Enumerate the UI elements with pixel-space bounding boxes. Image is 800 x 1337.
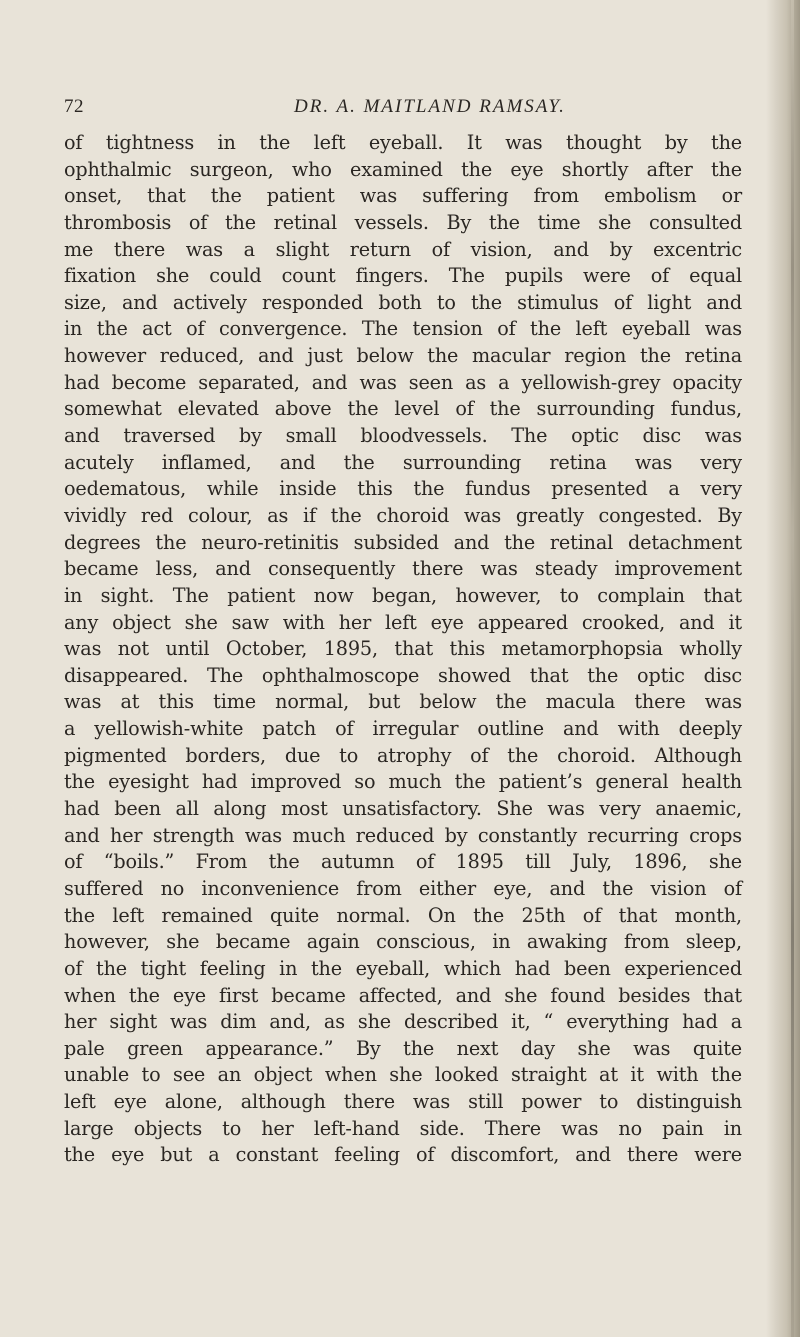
- text-line: her sight was dim and, as she described it, “ everything had a: [64, 1010, 742, 1034]
- text-line: any object she saw with her left eye appeared crooked, and it: [64, 610, 742, 634]
- text-line: me there was a slight return of vision, and by excentric: [64, 237, 742, 261]
- text-line: oedematous, while inside this the fundus presented a very: [64, 477, 742, 501]
- text-line: had been all along most unsatisfactory. She was very anaemic,: [64, 797, 742, 821]
- text-line: acutely inflamed, and the surrounding retina was very: [64, 450, 742, 474]
- text-line: fixation she could count fingers. The pupils were of equal: [64, 264, 742, 288]
- text-line: large objects to her left-hand side. There was no pain in: [64, 1116, 742, 1140]
- text-line: of tightness in the left eyeball. It was thought by the: [64, 131, 742, 154]
- text-line: the left remained quite normal. On the 25th of that month,: [64, 903, 742, 927]
- text-line: size, and actively responded both to the stimulus of light and: [64, 290, 742, 314]
- text-line: onset, that the patient was suffering from embolism or: [64, 184, 742, 208]
- text-line: however reduced, and just below the macular region the retina: [64, 344, 742, 368]
- text-line: vividly red colour, as if the choroid was greatly congested. By: [64, 503, 742, 527]
- text-line: suffered no inconvenience from either eye, and the vision of: [64, 876, 742, 900]
- page-number: 72: [64, 96, 84, 117]
- text-line: in sight. The patient now began, however, to complain that: [64, 583, 742, 607]
- text-line: and traversed by small bloodvessels. The optic disc was: [64, 424, 742, 448]
- text-line: of “boils.” From the autumn of 1895 till July, 1896, she: [64, 850, 742, 874]
- text-line: degrees the neuro-retinitis subsided and the retinal detachment: [64, 530, 742, 554]
- text-line: was not until October, 1895, that this metamorphopsia wholly: [64, 637, 742, 661]
- text-line: of the tight feeling in the eyeball, which had been experienced: [64, 956, 742, 980]
- text-line: thrombosis of the retinal vessels. By the time she consulted: [64, 210, 742, 234]
- text-line: however, she became again conscious, in awaking from sleep,: [64, 930, 742, 954]
- text-line: became less, and consequently there was steady improvement: [64, 557, 742, 581]
- running-head: DR. A. MAITLAND RAMSAY.: [294, 96, 566, 117]
- text-line: and her strength was much reduced by constantly recurring crops: [64, 823, 742, 847]
- text-line: was at this time normal, but below the macula there was: [64, 690, 742, 714]
- text-line: unable to see an object when she looked straight at it with the: [64, 1063, 742, 1087]
- text-line: pigmented borders, due to atrophy of the choroid. Although: [64, 743, 742, 767]
- text-line: had become separated, and was seen as a yellowish-grey opacity: [64, 370, 742, 394]
- text-line: in the act of convergence. The tension of the left eyeball was: [64, 317, 742, 341]
- text-line: left eye alone, although there was still power to distinguish: [64, 1090, 742, 1114]
- page-header: [64, 96, 744, 124]
- text-line: when the eye first became affected, and she found besides that: [64, 983, 742, 1007]
- page-spine-edge: [791, 0, 794, 1337]
- text-line: pale green appearance.” By the next day she was quite: [64, 1036, 742, 1060]
- text-line: ophthalmic surgeon, who examined the eye shortly after the: [64, 157, 742, 181]
- text-line: the eyesight had improved so much the patient’s general health: [64, 770, 742, 794]
- text-line: disappeared. The ophthalmoscope showed that the optic disc: [64, 663, 742, 687]
- text-line: the eye but a constant feeling of discomfort, and there were: [64, 1143, 742, 1167]
- text-line: somewhat elevated above the level of the surrounding fundus,: [64, 397, 742, 421]
- body-text: [64, 130, 742, 1169]
- text-line: a yellowish-white patch of irregular outline and with deeply: [64, 717, 742, 741]
- page-spine-shadow: [766, 0, 800, 1337]
